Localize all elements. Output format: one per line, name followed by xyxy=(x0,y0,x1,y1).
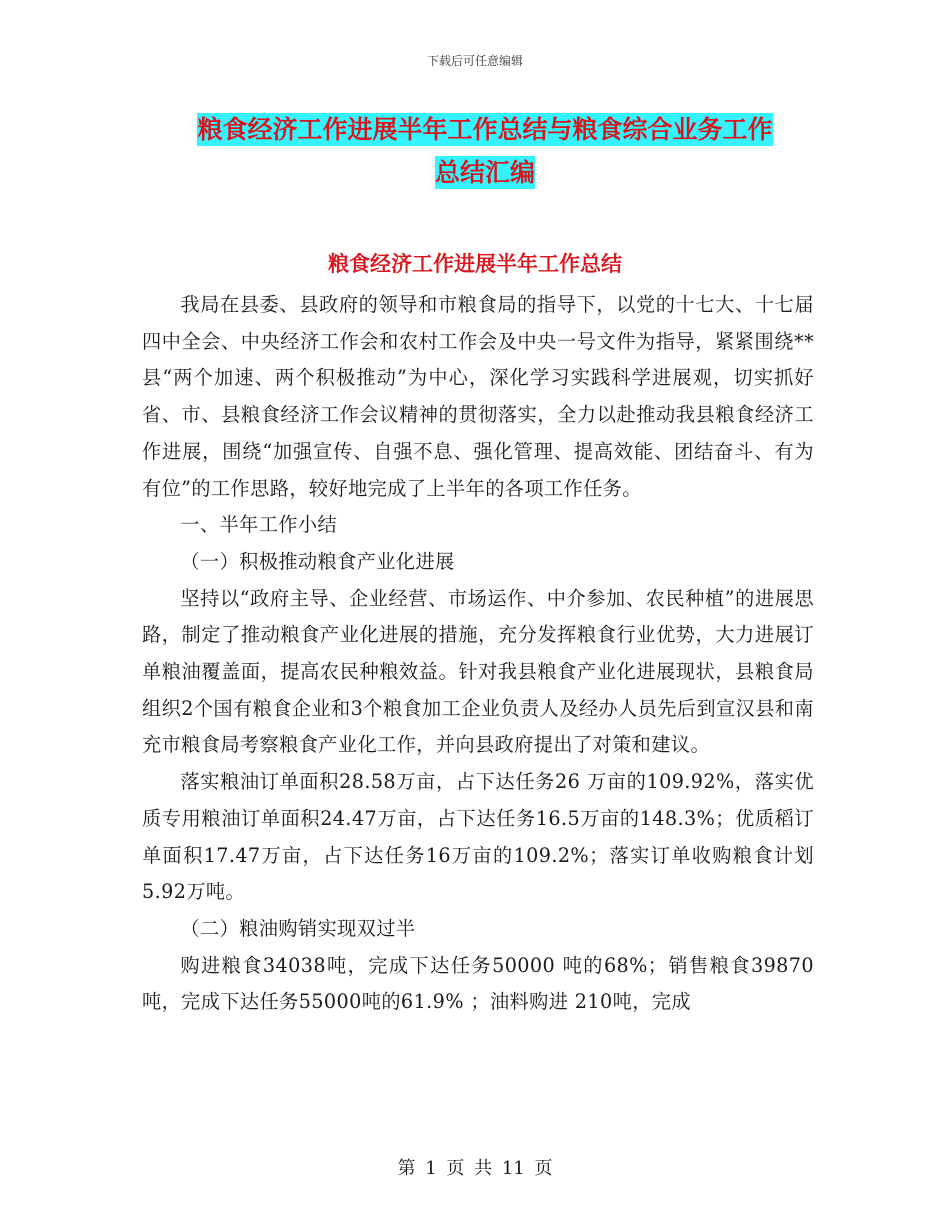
title-line-1: 粮食经济工作进展半年工作总结与粮食综合业务工作 xyxy=(197,115,773,144)
title-line-2: 总结汇编 xyxy=(434,158,535,187)
header-note: 下载后可任意编辑 xyxy=(426,54,523,68)
heading-half-year-summary: 一、半年工作小结 xyxy=(180,513,338,537)
paragraph-intro: 我局在县委、县政府的领导和市粮食局的指导下，以党的十七大、十七届四中全会、中央经济工作会和农村工作会及中央一号文件为指导，紧紧围绕**县“两个加速、两个积极推动”为中心，深化学习实践科学进展观，切实抓好省、市、县粮食经济工作会议精神的贯彻落实，全力以赴推动我县粮食经济工作进展，围绕“加强宣传、自强不息、强化管理、提高效能、团结奋斗、有为有位”的工作思路，较好地完成了上半年的各项工作任务。 xyxy=(142,293,814,500)
section-title: 粮食经济工作进展半年工作总结 xyxy=(328,252,622,276)
document-body xyxy=(142,287,814,1021)
subheading-purchase-sales: （二）粮油购销实现双过半 xyxy=(180,916,416,940)
page-number-footer: 第 1 页 共 11 页 xyxy=(397,1158,553,1179)
document-title xyxy=(140,108,830,194)
subheading-industrialization: （一）积极推动粮食产业化进展 xyxy=(180,549,455,573)
paragraph-purchase-sales: 购进粮食34038吨，完成下达任务50000 吨的68%；销售粮食39870吨，完成下达任务55000吨的61.9% ；油料购进 210吨，完成 xyxy=(142,953,814,1014)
paragraph-orders: 落实粮油订单面积28.58万亩，占下达任务26 万亩的109.92%，落实优质专用粮油订单面积24.47万亩，占下达任务16.5万亩的148.3%；优质稻订单面积17.47万亩，占下达任务16万亩的109.2%；落实订单收购粮食计划5.92万吨。 xyxy=(142,770,814,904)
paragraph-industrialization: 坚持以“政府主导、企业经营、市场运作、中介参加、农民种植”的进展思路，制定了推动粮食产业化进展的措施，充分发挥粮食行业优势，大力进展订单粮油覆盖面，提高农民种粮效益。针对我县粮食产业化进展现状，县粮食局组织2个国有粮食企业和3个粮食加工企业负责人及经办人员先后到宣汉县和南充市粮食局考察粮食产业化工作，并向县政府提出了对策和建议。 xyxy=(142,586,814,757)
